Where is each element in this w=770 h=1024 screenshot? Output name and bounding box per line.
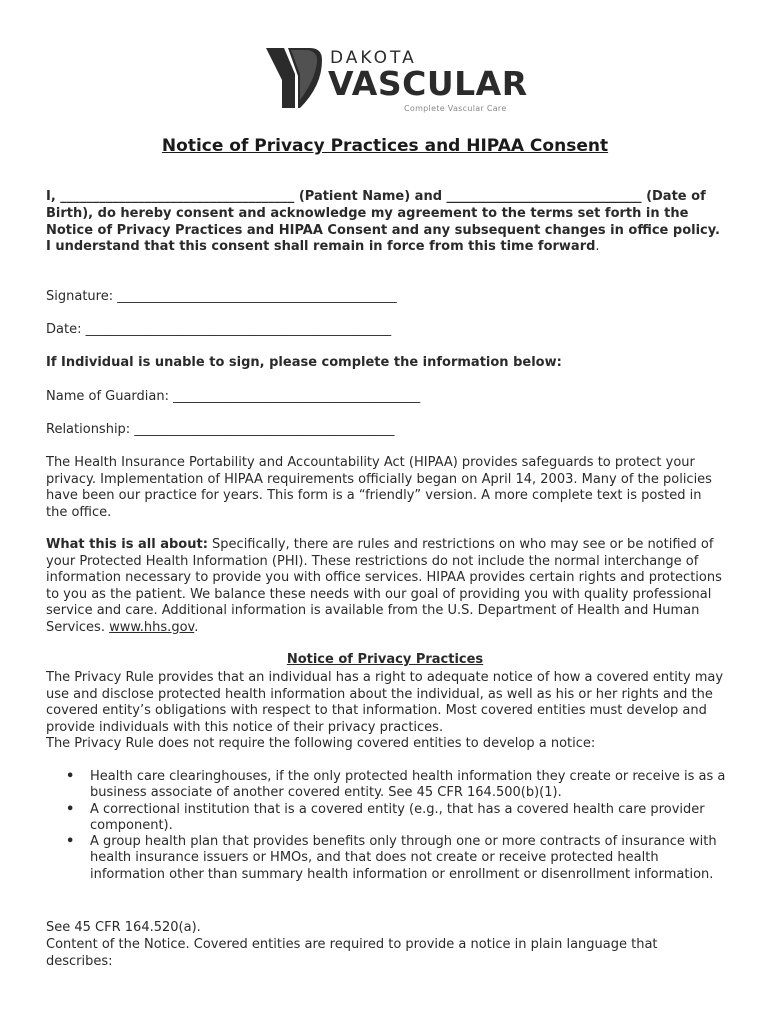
signature-line[interactable]: Signature: ___________________________________________	[46, 289, 397, 304]
list-item-text: A group health plan that provides benefits only through one or more contracts of insurance with health insurance issuers or HMOs, and that does not create or receive protected health information other than summary health information or enrollment or disenrollment information.	[90, 834, 717, 882]
logo-mark-icon	[264, 46, 326, 110]
bullet-icon: •	[66, 801, 75, 817]
about-label: What this is all about:	[46, 537, 208, 552]
notice-paragraph-2: The Privacy Rule does not require the following covered entities to develop a notice:	[46, 736, 596, 751]
bullet-icon: •	[66, 834, 75, 850]
list-item	[46, 802, 726, 835]
logo-text-dakota: DAKOTA	[330, 48, 417, 68]
about-paragraph	[46, 537, 726, 636]
bullet-icon: •	[66, 769, 75, 784]
logo-tagline: Complete Vascular Care	[404, 104, 507, 113]
consent-paragraph	[46, 189, 726, 256]
hhs-link[interactable]: www.hhs.gov	[109, 619, 195, 635]
page-title: Notice of Privacy Practices and HIPAA Consent	[161, 136, 609, 156]
exempt-entities-list	[46, 769, 726, 883]
notice-paragraph-1: The Privacy Rule provides that an individual has a right to adequate notice of how a covered entity may use and disclose protected health information about the individual, as well as his or her rights and the covered entity’s obligations with respect to that information. Most covered entities must develop and provide individuals with this notice of their privacy practices.	[46, 670, 724, 735]
about-period: .	[194, 619, 199, 635]
hipaa-paragraph: The Health Insurance Portability and Accountability Act (HIPAA) provides safeguards to protect your privacy. Implementation of HIPAA requirements officially began on April 14, 2003. Many of the policies have been our practice for years. This form is a “friendly” version. A more complete text is posted in the office.	[46, 455, 712, 520]
guardian-name-line[interactable]: Name of Guardian: ______________________________________	[46, 389, 421, 404]
consent-period: .	[595, 239, 600, 255]
see-reference: See 45 CFR 164.520(a).	[46, 920, 201, 935]
logo-text-vascular: VASCULAR	[328, 64, 528, 103]
dakota-vascular-logo	[264, 42, 528, 118]
notice-heading: Notice of Privacy Practices	[286, 652, 484, 667]
guardian-instructions: If Individual is unable to sign, please complete the information below:	[46, 355, 562, 370]
list-item	[46, 834, 726, 883]
consent-text: I, ____________________________________ (Patient Name) and ______________________________ (Date of Birth), do hereby consent and acknowledge my agreement to the terms set forth in the Notice of Privacy Practices and HIPAA Consent and any subsequent changes in office policy. I understand that this consent shall remain in force from this time forward	[46, 189, 720, 255]
list-item	[46, 769, 726, 802]
relationship-line[interactable]: Relationship: ________________________________________	[46, 422, 395, 437]
list-item-text: Health care clearinghouses, if the only protected health information they create or receive is as a business associate of another covered entity. See 45 CFR 164.500(b)(1).	[90, 769, 726, 801]
date-line[interactable]: Date: _______________________________________________	[46, 322, 392, 337]
list-item-text: A correctional institution that is a covered entity (e.g., that has a covered health care provider component).	[90, 801, 705, 833]
about-text: Specifically, there are rules and restrictions on who may see or be notified of your Protected Health Information (PHI). These restrictions do not include the normal interchange of information necessary to provide you with office services. HIPAA provides certain rights and protections to you as the patient. We balance these needs with our goal of providing you with quality professional service and care. Additional information is available from the U.S. Department of Health and Human Services.	[46, 537, 722, 635]
content-of-notice: Content of the Notice. Covered entities are required to provide a notice in plain language that describes:	[46, 937, 658, 969]
